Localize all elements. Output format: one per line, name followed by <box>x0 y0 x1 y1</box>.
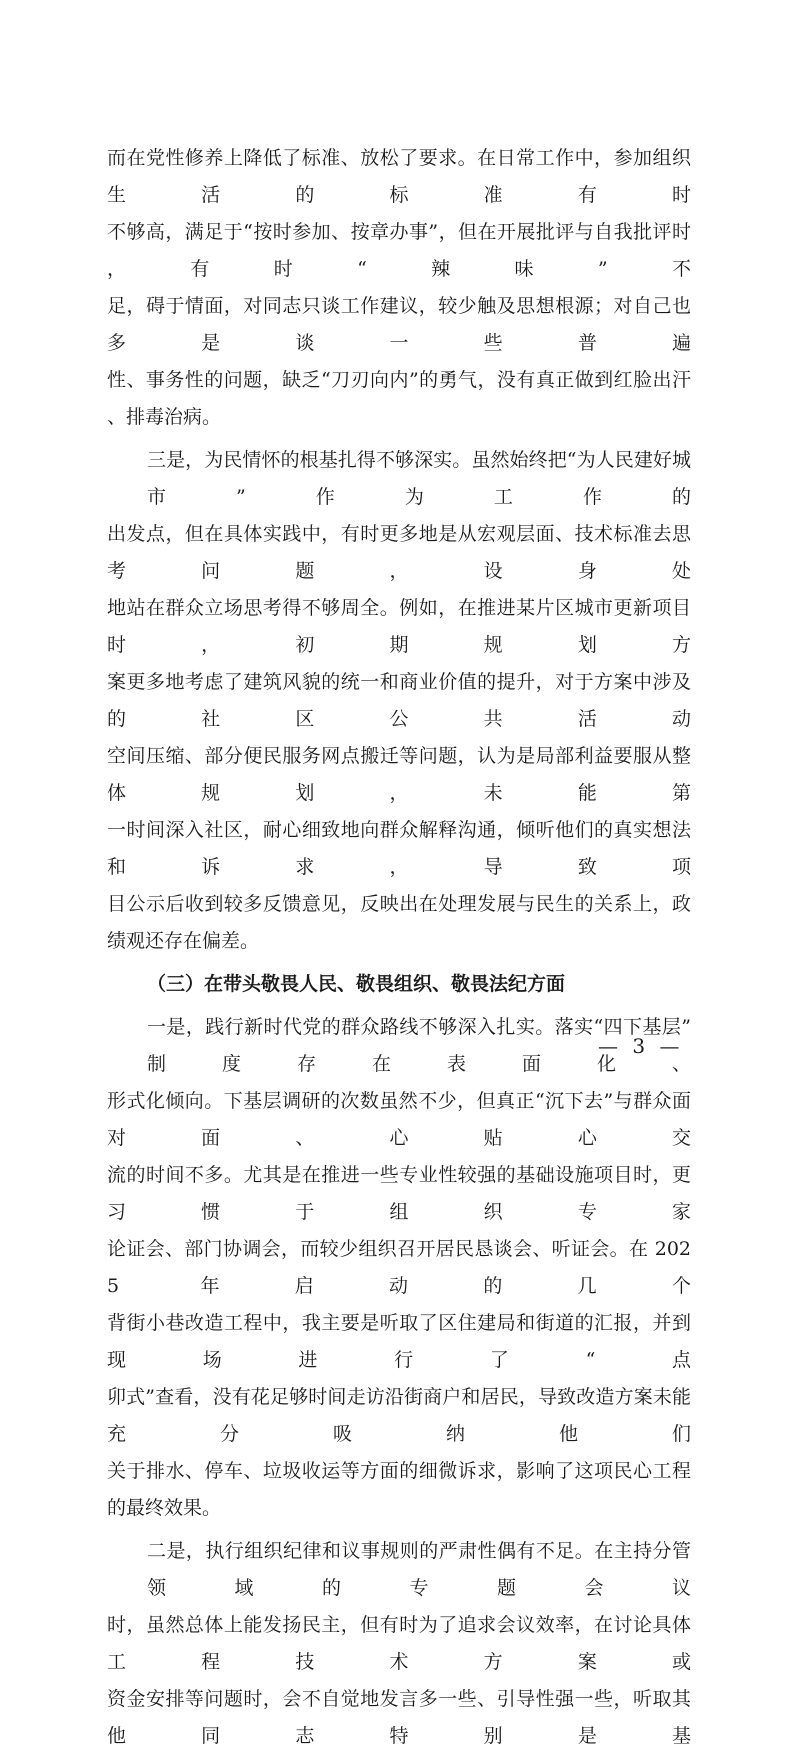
text-line: 资金安排等问题时，会不自觉地发言多一些、引导性强一些，听取其他同志特别是基 <box>107 1688 691 1747</box>
text-line: 足，碍于情面，对同志只谈工作建议，较少触及思想根源；对自己也多是谈一些普遍 <box>107 295 691 354</box>
page-number: — 3 — <box>598 1034 684 1058</box>
paragraph <box>107 1533 691 1755</box>
paragraph <box>107 442 691 960</box>
text-line: 关于排水、停车、垃圾收运等方面的细微诉求，影响了这项民心工程的最终效果。 <box>107 1460 691 1519</box>
text-line: 二是，执行组织纪律和议事规则的严肃性偶有不足。在主持分管领域的专题会议 <box>147 1540 691 1599</box>
text-line: 案更多地考虑了建筑风貌的统一和商业价值的提升，对于方案中涉及的社区公共活动 <box>107 671 691 730</box>
text-line: 三是，为民情怀的根基扎得不够深实。虽然始终把“为人民建好城市”作为工作的 <box>147 449 691 508</box>
text-line: 目公示后收到较多反馈意见，反映出在处理发展与民生的关系上，政绩观还存在偏差。 <box>107 893 691 952</box>
text-line: 而在党性修养上降低了标准、放松了要求。在日常工作中，参加组织生活的标准有时 <box>107 147 691 206</box>
text-line: 出发点，但在具体实践中，有时更多地是从宏观层面、技术标准去思考问题，设身处 <box>107 523 691 582</box>
paragraphs-before <box>107 140 691 960</box>
text-line: 一是，践行新时代党的群众路线不够深入扎实。落实“四下基层”制度存在表面化、 <box>147 1016 691 1075</box>
text-line: 性、事务性的问题，缺乏“刀刃向内”的勇气，没有真正做到红脸出汗、排毒治病。 <box>107 369 691 428</box>
text-line: 论证会、部门协调会，而较少组织召开居民恳谈会、听证会。在 2025 年启动的几个 <box>107 1238 691 1297</box>
text-line: 空间压缩、部分便民服务网点搬迁等问题，认为是局部利益要服从整体规划，未能第 <box>107 745 691 804</box>
document-body <box>107 140 691 1761</box>
text-line: 不够高，满足于“按时参加、按章办事”，但在开展批评与自我批评时，有时“辣味”不 <box>107 221 691 280</box>
text-line: 流的时间不多。尤其是在推进一些专业性较强的基础设施项目时，更习惯于组织专家 <box>107 1164 691 1223</box>
text-line: 形式化倾向。下基层调研的次数虽然不少，但真正“沉下去”与群众面对面、心贴心交 <box>107 1090 691 1149</box>
paragraph <box>107 140 691 436</box>
text-line: 时，虽然总体上能发扬民主，但有时为了追求会议效率，在讨论具体工程技术方案或 <box>107 1614 691 1673</box>
text-line: 一时间深入社区，耐心细致地向群众解释沟通，倾听他们的真实想法和诉求，导致项 <box>107 819 691 878</box>
paragraph <box>107 1009 691 1527</box>
text-line: 地站在群众立场思考得不够周全。例如，在推进某片区城市更新项目时，初期规划方 <box>107 597 691 656</box>
text-line: 卯式”查看，没有花足够时间走访沿街商户和居民，导致改造方案未能充分吸纳他们 <box>107 1386 691 1445</box>
text-line: 背街小巷改造工程中，我主要是听取了区住建局和街道的汇报，并到现场进行了“点 <box>107 1312 691 1371</box>
paragraphs-after <box>107 1009 691 1755</box>
section-heading: （三）在带头敬畏人民、敬畏组织、敬畏法纪方面 <box>147 973 566 995</box>
